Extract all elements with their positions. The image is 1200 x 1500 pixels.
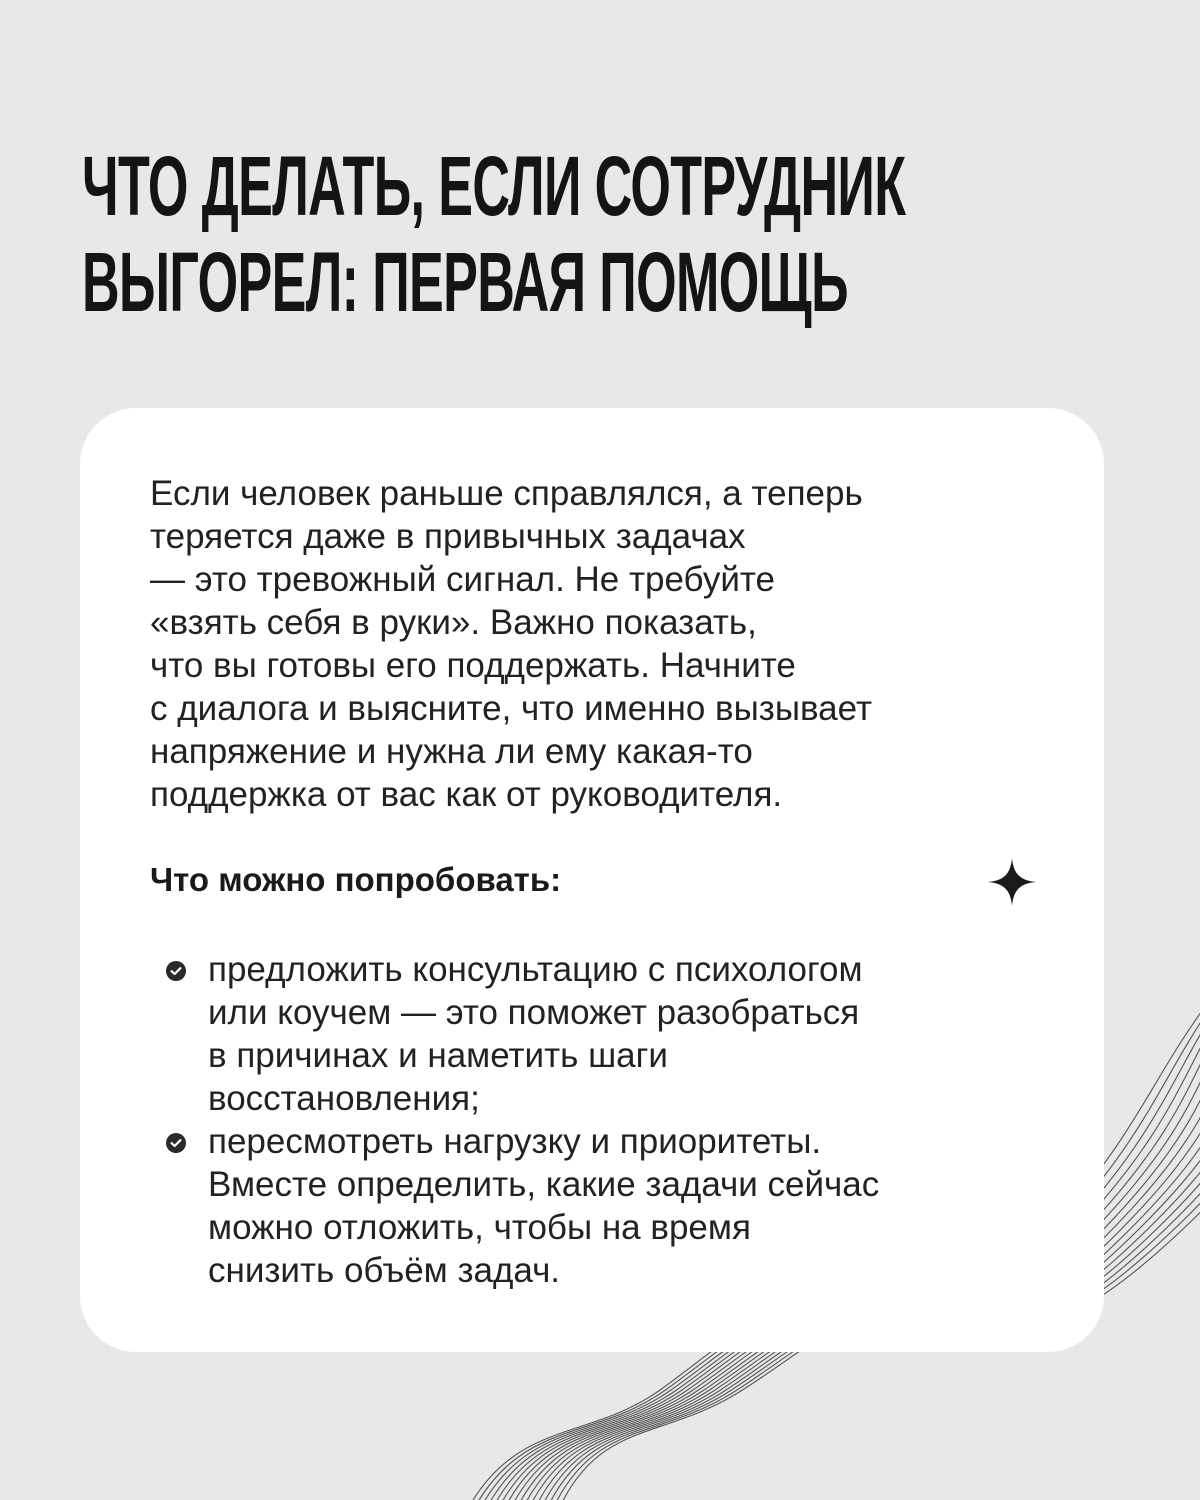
- list-item: [166, 948, 1046, 1120]
- intro-line: с диалога и выясните, что именно вызывает: [150, 689, 872, 728]
- four-point-star-icon: [986, 856, 1038, 908]
- list-heading: Что можно попробовать:: [150, 861, 562, 898]
- check-circle-icon: [166, 961, 186, 981]
- intro-line: — это тревожный сигнал. Не требуйте: [150, 560, 775, 599]
- list-item-line: снизить объём задач.: [208, 1251, 561, 1290]
- list-item-line: или коучем — это поможет разобраться: [208, 993, 860, 1032]
- list-item-line: можно отложить, чтобы на время: [208, 1208, 751, 1247]
- list-item-line: восстановления;: [208, 1079, 480, 1118]
- intro-line: теряется даже в привычных задачах: [150, 517, 746, 556]
- intro-line: напряжение и нужна ли ему какая-то: [150, 732, 753, 771]
- page-title: [82, 138, 1136, 330]
- list-item-line: Вместе определить, какие задачи сейчас: [208, 1165, 880, 1204]
- title-line: ЧТО ДЕЛАТЬ, ЕСЛИ СОТРУДНИК: [82, 139, 906, 233]
- intro-line: поддержка от вас как от руководителя.: [150, 775, 783, 814]
- intro-line: «взять себя в руки». Важно показать,: [150, 603, 757, 642]
- intro-paragraph: [150, 472, 1050, 816]
- intro-line: Если человек раньше справлялся, а теперь: [150, 474, 863, 513]
- title-line: ВЫГОРЕЛ: ПЕРВАЯ ПОМОЩЬ: [82, 235, 848, 329]
- list-item-line: предложить консультацию с психологом: [208, 950, 863, 989]
- list-item-line: пересмотреть нагрузку и приоритеты.: [208, 1122, 822, 1161]
- list-item: [166, 1120, 1046, 1292]
- check-circle-icon: [166, 1133, 186, 1153]
- list-item-line: в причинах и наметить шаги: [208, 1036, 668, 1075]
- intro-line: что вы готовы его поддержать. Начните: [150, 646, 796, 685]
- suggestions-list: [166, 948, 1046, 1292]
